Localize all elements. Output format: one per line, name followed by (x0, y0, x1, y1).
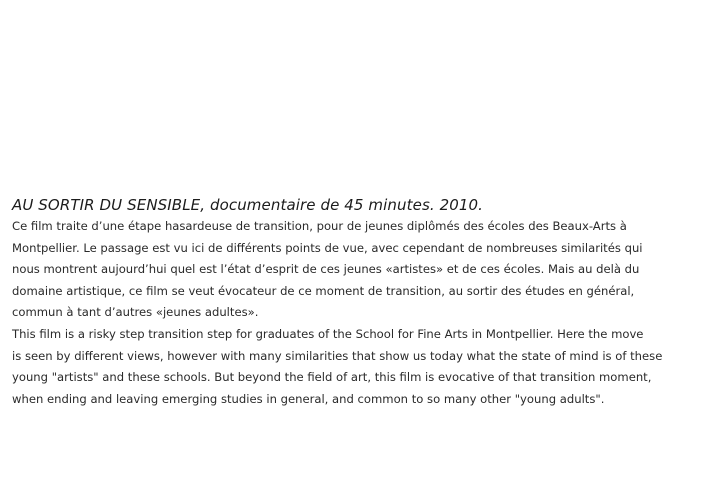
film-description (12, 194, 696, 410)
french-line: domaine artistique, ce film se veut évocateur de ce moment de transition, au sortir des études en général, (12, 283, 635, 298)
french-line: commun à tant d’autres «jeunes adultes». (12, 305, 259, 320)
film-title: AU SORTIR DU SENSIBLE, documentaire de 45 minutes. 2010. (12, 196, 484, 214)
english-paragraph (12, 324, 696, 410)
english-line: young "artists" and these schools. But beyond the field of art, this film is evocative of that transition moment, (12, 370, 652, 385)
english-line: when ending and leaving emerging studies in general, and common to so many other "young adults". (12, 391, 605, 406)
french-paragraph (12, 216, 696, 324)
french-line: Montpellier. Le passage est vu ici de différents points de vue, avec cependant de nombreuses similarités qui (12, 240, 643, 255)
english-line: This film is a risky step transition step for graduates of the School for Fine Arts in Montpellier. Here the move (12, 326, 644, 341)
english-line: is seen by different views, however with many similarities that show us today what the state of mind is of these (12, 348, 663, 363)
french-line: Ce film traite d’une étape hasardeuse de transition, pour de jeunes diplômés des écoles des Beaux-Arts à (12, 219, 627, 233)
french-line: nous montrent aujourd’hui quel est l’état d’esprit de ces jeunes «artistes» et de ces écoles. Mais au delà du (12, 262, 640, 277)
